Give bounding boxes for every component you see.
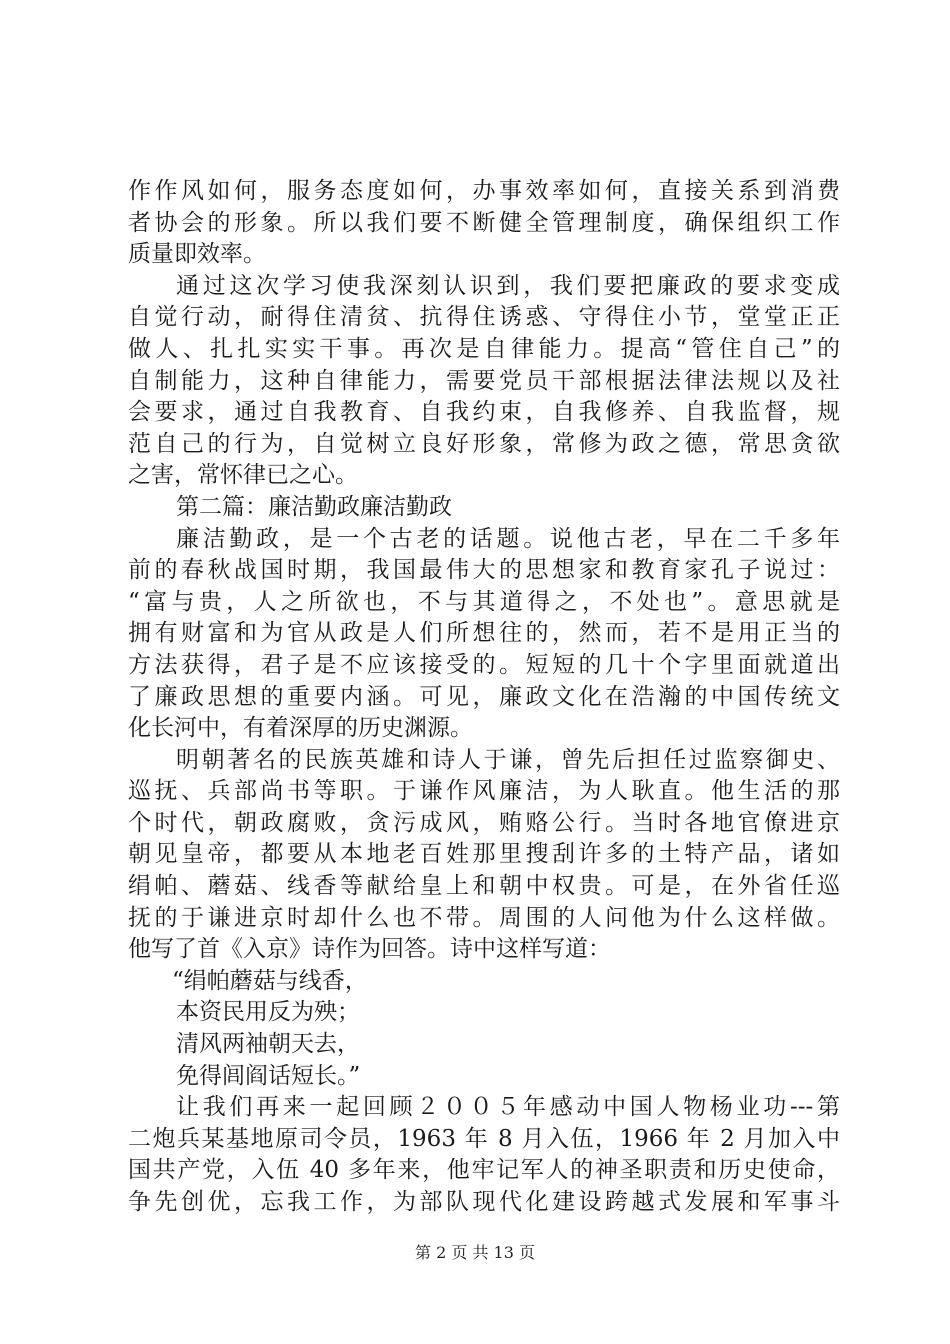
text-line: 争先创优，忘我工作，为部队现代化建设跨越式发展和军事斗 (128, 1189, 840, 1215)
text-line: 抚的于谦进京时却什么也不带。周围的人问他为什么这样做。 (128, 904, 840, 931)
document-body (128, 176, 840, 1219)
text-line: 第二篇：廉洁勤政廉洁勤政 (176, 493, 452, 520)
text-line: 前的春秋战国时期，我国最伟大的思想家和教育家孔子说过： (128, 557, 840, 584)
text-line: 作作风如何，服务态度如何，办事效率如何，直接关系到消费 (128, 178, 840, 204)
text-line: 方法获得，君子是不应该接受的。短短的几十个字里面就道出 (128, 651, 840, 678)
text-line: 让我们再来一起回顾２００５年感动中国人物杨业功---第 (176, 1094, 840, 1121)
text-line: 二炮兵某基地原司令员，1963 年 8 月入伍，1966 年 2 月加入中 (128, 1125, 840, 1152)
text-line: 者协会的形象。所以我们要不断健全管理制度，确保组织工作 (128, 209, 840, 236)
text-line: 个时代，朝政腐败，贪污成风，贿赂公行。当时各地官僚进京 (128, 809, 840, 836)
text-line: 做人、扎扎实实干事。再次是自律能力。提高“管住自己”的 (128, 335, 840, 362)
text-line: 范自己的行为，自觉树立良好形象，常修为政之德，常思贪欲 (128, 430, 840, 457)
text-line: “绢帕蘑菇与线香， (172, 967, 368, 994)
text-line: 巡抚、兵部尚书等职。于谦作风廉洁，为人耿直。他生活的那 (128, 778, 840, 805)
text-line: 拥有财富和为官从政是人们所想往的，然而，若不是用正当的 (128, 620, 840, 647)
text-line: 清风两袖朝天去， (176, 1031, 360, 1058)
text-line: 自制能力，这种自律能力，需要党员干部根据法律法规以及社 (128, 367, 840, 394)
text-line: 化长河中，有着深厚的历史渊源。 (128, 715, 473, 742)
text-line: 之害，常怀律已之心。 (128, 462, 358, 489)
text-line: 他写了首《入京》诗作为回答。诗中这样写道： (128, 936, 611, 963)
text-line: 本资民用反为殃； (176, 999, 360, 1026)
text-line: 明朝著名的民族英雄和诗人于谦，曾先后担任过监察御史、 (176, 746, 840, 773)
text-line: 朝见皇帝，都要从本地老百姓那里搜刮许多的土特产品，诸如 (128, 841, 840, 868)
text-line: 廉洁勤政，是一个古老的话题。说他古老，早在二千多年 (176, 525, 840, 552)
text-line: 绢帕、蘑菇、线香等献给皇上和朝中权贵。可是，在外省任巡 (128, 873, 840, 900)
text-line: “富与贵，人之所欲也，不与其道得之，不处也”。意思就是 (128, 588, 840, 615)
text-line: 质量即效率。 (128, 241, 266, 268)
text-line: 国共产党，入伍 40 多年来，他牢记军人的神圣职责和历史使命， (128, 1157, 840, 1184)
text-line: 了廉政思想的重要内涵。可见，廉政文化在浩瀚的中国传统文 (128, 683, 840, 710)
text-line: 自觉行动，耐得住清贫、抗得住诱惑、守得住小节，堂堂正正 (128, 304, 840, 331)
text-line: 免得闾阎话短长。” (176, 1062, 361, 1089)
page-footer: 第 2 页 共 13 页 (415, 1243, 535, 1262)
text-line: 通过这次学习使我深刻认识到，我们要把廉政的要求变成 (176, 272, 840, 299)
text-line: 会要求，通过自我教育、自我约束，自我修养、自我监督，规 (128, 399, 840, 426)
